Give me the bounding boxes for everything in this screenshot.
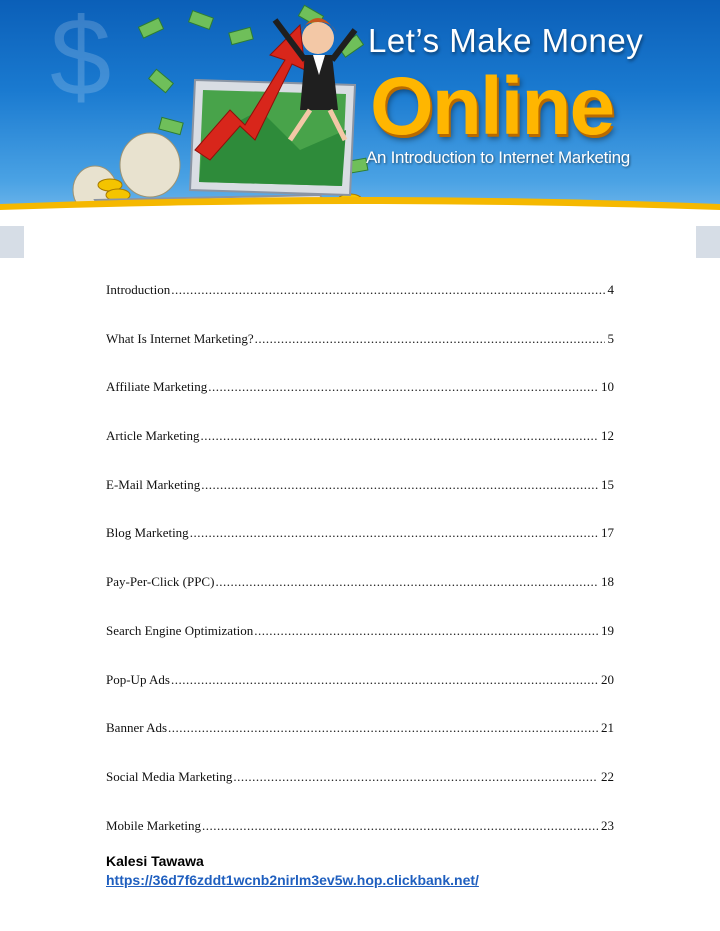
toc-entry-page: 15 xyxy=(601,476,614,492)
toc-dot-leader xyxy=(255,331,605,347)
toc-dot-leader xyxy=(201,428,599,444)
toc-dot-leader xyxy=(171,282,604,298)
toc-entry-page: 20 xyxy=(601,671,614,687)
toc-entry[interactable] xyxy=(106,477,614,526)
toc-entry-page: 18 xyxy=(601,574,614,590)
dollar-sign-icon: $ xyxy=(50,0,112,119)
toc-entry[interactable] xyxy=(106,282,614,331)
toc-entry-title: Introduction xyxy=(106,282,171,297)
toc-entry[interactable] xyxy=(106,769,614,818)
toc-entry[interactable] xyxy=(106,525,614,574)
toc-entry-title: Mobile Marketing xyxy=(106,817,201,833)
toc-dot-leader xyxy=(233,769,598,785)
toc-dot-leader xyxy=(208,379,598,395)
author-name: Kalesi Tawawa xyxy=(106,853,204,869)
banner-ribbon xyxy=(0,196,720,258)
toc-entry[interactable] xyxy=(106,720,614,769)
toc-entry-page: 12 xyxy=(601,428,614,444)
banner-title: Let’s Make Money xyxy=(368,22,644,59)
toc-dot-leader xyxy=(190,525,598,541)
toc-entry-title: Banner Ads xyxy=(106,720,168,736)
toc-entry-title: Blog Marketing xyxy=(106,525,189,541)
toc-entry-title: Social Media Marketing xyxy=(106,768,233,784)
toc-entry-page: 10 xyxy=(601,379,614,395)
toc-entry-page: 5 xyxy=(607,330,614,346)
toc-entry-title: Affiliate Marketing xyxy=(106,379,208,395)
toc-entry-page: 23 xyxy=(601,817,614,833)
toc-dot-leader xyxy=(202,818,598,834)
toc-entry-page: 4 xyxy=(607,282,614,297)
toc-entry-page: 17 xyxy=(601,525,614,541)
toc-entry[interactable] xyxy=(106,623,614,672)
table-of-contents xyxy=(106,282,614,866)
banner-subtitle: An Introduction to Internet Marketing xyxy=(366,148,630,167)
toc-entry-page: 22 xyxy=(601,768,614,784)
toc-dot-leader xyxy=(254,623,598,639)
toc-entry[interactable] xyxy=(106,379,614,428)
toc-entry-title: E-Mail Marketing xyxy=(106,476,201,492)
toc-entry[interactable] xyxy=(106,574,614,623)
header-banner xyxy=(0,0,720,258)
toc-entry[interactable] xyxy=(106,428,614,477)
toc-dot-leader xyxy=(201,477,598,493)
toc-dot-leader xyxy=(215,574,598,590)
banner-online-heading: Online xyxy=(370,61,614,152)
toc-entry-title: Pop-Up Ads xyxy=(106,671,170,687)
toc-entry[interactable] xyxy=(106,331,614,380)
toc-dot-leader xyxy=(168,720,598,736)
toc-entry-page: 21 xyxy=(601,720,614,736)
toc-entry-title: Pay-Per-Click (PPC) xyxy=(106,574,215,590)
toc-entry-page: 19 xyxy=(601,622,614,638)
toc-entry-title: Article Marketing xyxy=(106,428,200,444)
toc-entry-title: What Is Internet Marketing? xyxy=(106,330,254,346)
toc-entry[interactable] xyxy=(106,672,614,721)
toc-dot-leader xyxy=(171,672,598,688)
author-link[interactable]: https://36d7f6zddt1wcnb2nirlm3ev5w.hop.clickbank.net/ xyxy=(106,872,479,888)
toc-entry-title: Search Engine Optimization xyxy=(106,622,254,638)
